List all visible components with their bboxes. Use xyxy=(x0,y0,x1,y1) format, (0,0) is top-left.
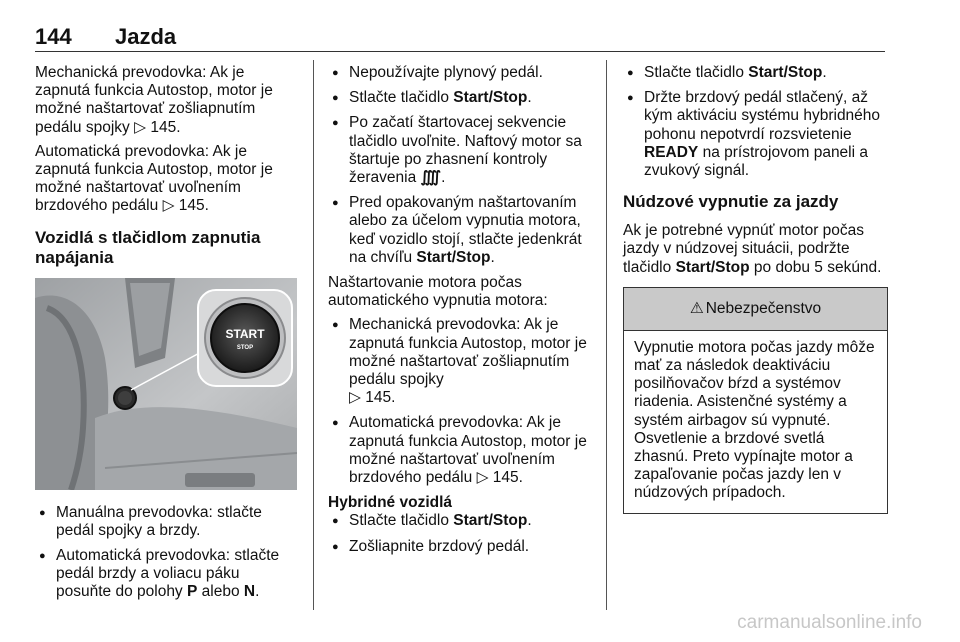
reference-icon: ▷ xyxy=(476,469,489,487)
bullet-manual-transmission: ● Manuálna prevodovka: stlačte pedál spojky a brzdy. xyxy=(35,504,297,540)
paragraph-autostop-start: Naštartovanie motora počas automatického vypnutia motora: xyxy=(328,274,548,310)
page-header xyxy=(35,22,885,52)
bullet-no-throttle: ● Nepoužívajte plynový pedál. xyxy=(328,64,590,82)
bullet-restart-or-stop: ● Pred opakovaným naštartovaním alebo za účelom vypnutia motora, keď vozidlo stojí, stlačte jedenkrát na chvíľu Start/Stop. xyxy=(328,194,590,267)
paragraph-manual-autostop: Mechanická prevodovka: Ak je zapnutá funkcia Autostop, motor je možné naštartovať zošliapnutím pedálu spojky ▷ 145. xyxy=(35,64,273,136)
watermark: carmanualsonline.info xyxy=(737,612,922,633)
bullet-press-start-stop: ● Stlačte tlačidlo Start/Stop. xyxy=(328,89,590,107)
section-title: Jazda xyxy=(115,24,177,49)
column-divider-1 xyxy=(313,60,314,610)
column-2 xyxy=(328,64,590,563)
column-divider-2 xyxy=(606,60,607,610)
header-rule xyxy=(35,51,885,52)
bullet-manual-autostop: ● Mechanická prevodovka: Ak je zapnutá funkcia Autostop, motor je možné naštartovať zošliapnutím pedálu spojky ▷ 145. xyxy=(328,316,590,407)
start-button-label: START xyxy=(225,326,265,341)
bullet-release-button: ● Po začatí štartovacej sekvencie tlačidlo uvoľnite. Naftový motor sa štartuje po zhasnení kontroly žeravenia ⨌. xyxy=(328,114,590,187)
dashboard-illustration xyxy=(35,278,297,490)
danger-warning-box xyxy=(623,287,888,514)
heading-power-button-vehicles: Vozidlá s tlačidlom zapnutia napájania xyxy=(35,227,261,267)
bullet-automatic-transmission: ● Automatická prevodovka: stlačte pedál brzdy a voliacu páku posuňte do polohy P alebo N. xyxy=(35,547,297,602)
page-number: 144 xyxy=(35,24,72,49)
bullet-hybrid-press-start-stop: ● Stlačte tlačidlo Start/Stop. xyxy=(328,512,590,530)
glow-plug-icon: ⨌ xyxy=(420,169,442,187)
bullet-press-brake: ● Zošliapnite brzdový pedál. xyxy=(328,538,590,556)
heading-emergency-shutdown: Núdzové vypnutie za jazdy xyxy=(623,192,839,212)
bullet-hybrid-start-stop: ● Stlačte tlačidlo Start/Stop. xyxy=(623,64,888,82)
start-stop-button-figure xyxy=(35,278,297,490)
paragraph-automatic-autostop: Automatická prevodovka: Ak je zapnutá funkcia Autostop, motor je možné naštartovať uvoľnením brzdového pedálu ▷ 145. xyxy=(35,142,273,215)
bullet-automatic-autostop: ● Automatická prevodovka: Ak je zapnutá funkcia Autostop, motor je možné naštartovať uvoľnením brzdového pedálu ▷ 145. xyxy=(328,414,590,487)
warning-header xyxy=(624,288,887,331)
column-3 xyxy=(623,64,888,514)
reference-icon: ▷ xyxy=(162,197,175,215)
paragraph-emergency-shutdown: Ak je potrebné vypnúť motor počas jazdy v núdzovej situácii, podržte tlačidlo Start/Stop po dobu 5 sekúnd. xyxy=(623,222,882,276)
column-1 xyxy=(35,64,297,609)
warning-text: Vypnutie motora počas jazdy môže mať za následok deaktiváciu posilňovačov bŕzd a systémov riadenia. Asistenčné systémy a systém airbagov sú vypnuté. Osvetlenie a brzdové svetlá zhasnú. Preto vypínajte motor a zapaľovanie počas jazdy len v núdzových prípadoch. xyxy=(634,338,875,502)
reference-icon: ▷ xyxy=(349,389,361,407)
reference-icon: ▷ xyxy=(134,118,147,136)
warning-triangle-icon: ⚠ xyxy=(689,299,704,317)
warning-title: Nebezpečenstvo xyxy=(705,299,822,317)
bullet-hold-brake-ready: ● Držte brzdový pedál stlačený, až kým aktiváciu systému hybridného pohonu nepotvrdí rozsvietenie READY na prístrojovom paneli a zvukový signál. xyxy=(623,89,888,180)
hybrid-vehicles-title: Hybridné vozidlá xyxy=(328,494,453,512)
stop-button-label: STOP xyxy=(236,344,254,351)
